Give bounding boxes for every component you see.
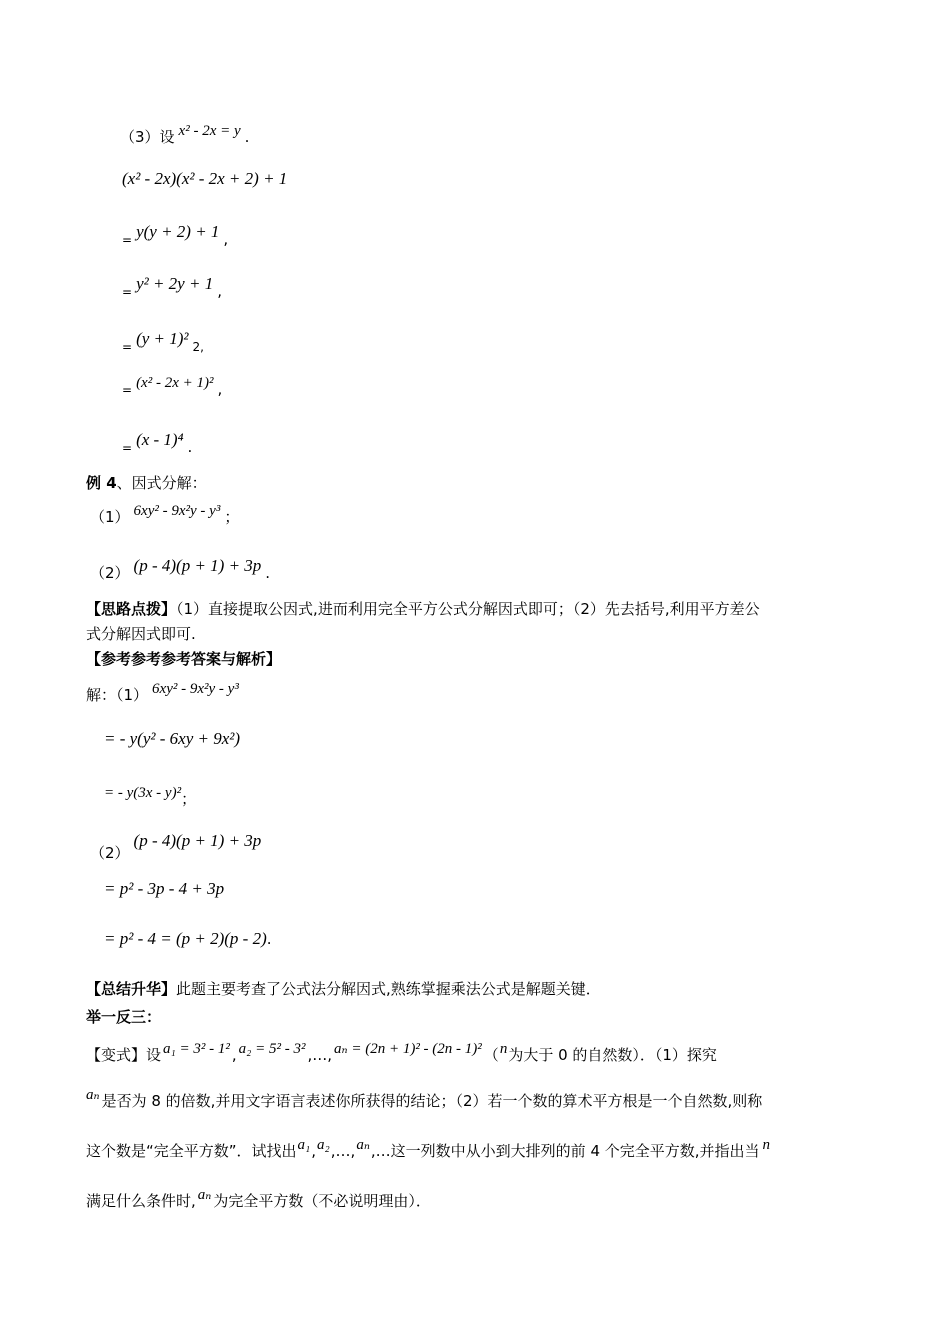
- solution-2-tail: .: [266, 930, 272, 948]
- solution-2-math: (p - 4)(p + 1) + 3p: [133, 831, 262, 850]
- summary-title: 【总结升华】: [86, 980, 177, 998]
- practice-line-3: [86, 1137, 771, 1163]
- step-tail: ,: [217, 282, 222, 300]
- example4-number: 例 4: [86, 474, 117, 492]
- a1-definition: a₁ = 3² - 1²: [163, 1041, 230, 1057]
- summary-line: [86, 980, 601, 1000]
- equals-sign: =: [122, 383, 133, 397]
- step-tail: .: [187, 438, 193, 456]
- practice-label: 【变式】设: [86, 1046, 162, 1064]
- n-variable: n: [762, 1137, 771, 1153]
- solution-1-line: [86, 681, 243, 707]
- practice-text-4a: 满足什么条件时,: [86, 1192, 196, 1210]
- solution-2-label: （2）: [90, 844, 130, 862]
- solution-2-line: [90, 831, 265, 864]
- hint-line-1: [86, 600, 760, 620]
- a2-definition: a₂ = 5² - 3²: [238, 1041, 306, 1057]
- q2-math: (p - 4)(p + 1) + 3p: [133, 556, 262, 575]
- example4-title: [86, 474, 207, 494]
- step-tail: ,: [223, 230, 229, 248]
- q1-label: （1）: [90, 508, 130, 526]
- sep: ,: [231, 1046, 237, 1064]
- an-definition: aₙ = (2n + 1)² - (2n - 1)²: [334, 1041, 482, 1057]
- solution-1-step-2: [104, 785, 197, 811]
- part3-expression: [122, 168, 287, 190]
- solution-2-step-2-math: = p² - 4 = (p + 2)(p - 2): [104, 929, 267, 948]
- paren-open: （: [483, 1046, 499, 1064]
- a1-variable: a₁: [297, 1137, 311, 1153]
- part3-step-2: [122, 274, 222, 302]
- condition-text: 为大于 0 的自然数）．（1）探究: [508, 1046, 717, 1064]
- step-math: (x - 1)⁴: [136, 430, 184, 449]
- example4-question-1: [90, 503, 240, 529]
- hint-text-1: （1）直接提取公因式,进而利用完全平方公式分解因式即可；（2）先去括号,利用平方差公: [176, 600, 760, 618]
- solution-1-tail: ；: [181, 790, 197, 808]
- practice-text-3b: ,…这一列数中从小到大排列的前 4 个完全平方数,并指出当: [370, 1142, 760, 1160]
- step-math: y² + 2y + 1: [136, 274, 214, 293]
- answer-title: [86, 650, 281, 670]
- part3-line: [120, 123, 250, 149]
- practice-line-1: [86, 1041, 717, 1067]
- an-variable: aₙ: [197, 1187, 212, 1203]
- an-variable: aₙ: [356, 1137, 370, 1153]
- solution-2-step-1: [104, 878, 224, 900]
- part3-step-3: [122, 329, 204, 357]
- hint-line-2: [86, 625, 196, 645]
- q2-tail: .: [265, 564, 271, 582]
- solution-2-step-1-math: = p² - 3p - 4 + 3p: [104, 879, 225, 898]
- practice-line-2: [86, 1087, 763, 1113]
- hint-title: 【思路点拨】: [86, 600, 177, 618]
- hint-text-2: 式分解因式即可.: [86, 625, 196, 643]
- practice-title: [86, 1008, 161, 1028]
- part3-step-5: [122, 430, 193, 458]
- step-math: (x² - 2x + 1)²: [136, 375, 214, 391]
- sep: ,: [311, 1142, 317, 1160]
- summary-text: 此题主要考查了公式法分解因式,熟练掌握乘法公式是解题关键．: [176, 980, 601, 998]
- solution-2-step-2: [104, 928, 272, 950]
- example4-title-text: 、因式分解：: [116, 474, 207, 492]
- step-tail: ,: [217, 380, 223, 398]
- n-variable: n: [499, 1041, 508, 1057]
- part3-substitution: x² - 2x = y: [178, 123, 241, 139]
- equals-sign: =: [122, 441, 133, 455]
- practice-line-4: [86, 1187, 431, 1213]
- practice-text-3a: 这个数是“完全平方数”．试找出: [86, 1142, 297, 1160]
- q1-math: 6xy² - 9x²y - y³: [133, 503, 221, 519]
- part3-step-4: [122, 375, 223, 401]
- part3-expr-math: (x² - 2x)(x² - 2x + 2) + 1: [122, 169, 288, 188]
- part3-label: （3）设: [120, 128, 175, 146]
- step-math: (y + 1)²: [136, 329, 189, 348]
- equals-sign: =: [122, 340, 133, 354]
- answer-title-text: 【参考参考参考答案与解析】: [86, 650, 282, 668]
- an-variable: aₙ: [86, 1087, 100, 1103]
- equals-sign: =: [122, 285, 133, 299]
- a2-variable: a₂: [317, 1137, 330, 1153]
- part3-end: .: [244, 128, 250, 146]
- q1-tail: ；: [224, 508, 240, 526]
- solution-1-step-2-math: = - y(3x - y)²: [104, 785, 182, 801]
- dots: ,…,: [307, 1046, 332, 1064]
- practice-text-4b: 为完全平方数（不必说明理由）．: [213, 1192, 431, 1210]
- solution-1-step-1-math: = - y(y² - 6xy + 9x²): [104, 729, 241, 748]
- equals-sign: =: [122, 233, 133, 247]
- step-math: y(y + 2) + 1: [136, 222, 220, 241]
- part3-step-1: [122, 222, 229, 250]
- step-tail: 2,: [192, 340, 204, 354]
- q2-label: （2）: [90, 564, 130, 582]
- solution-1-math: 6xy² - 9x²y - y³: [152, 681, 239, 697]
- solution-1-step-1: [104, 728, 240, 750]
- practice-text-2: 是否为 8 的倍数,并用文字语言表述你所获得的结论；（2）若一个数的算术平方根是一个自然数,则称: [101, 1092, 763, 1110]
- solution-label: 解：（1）: [86, 686, 149, 704]
- dots: ,…,: [330, 1142, 356, 1160]
- practice-title-text: 举一反三：: [86, 1008, 162, 1026]
- example4-question-2: [90, 556, 271, 584]
